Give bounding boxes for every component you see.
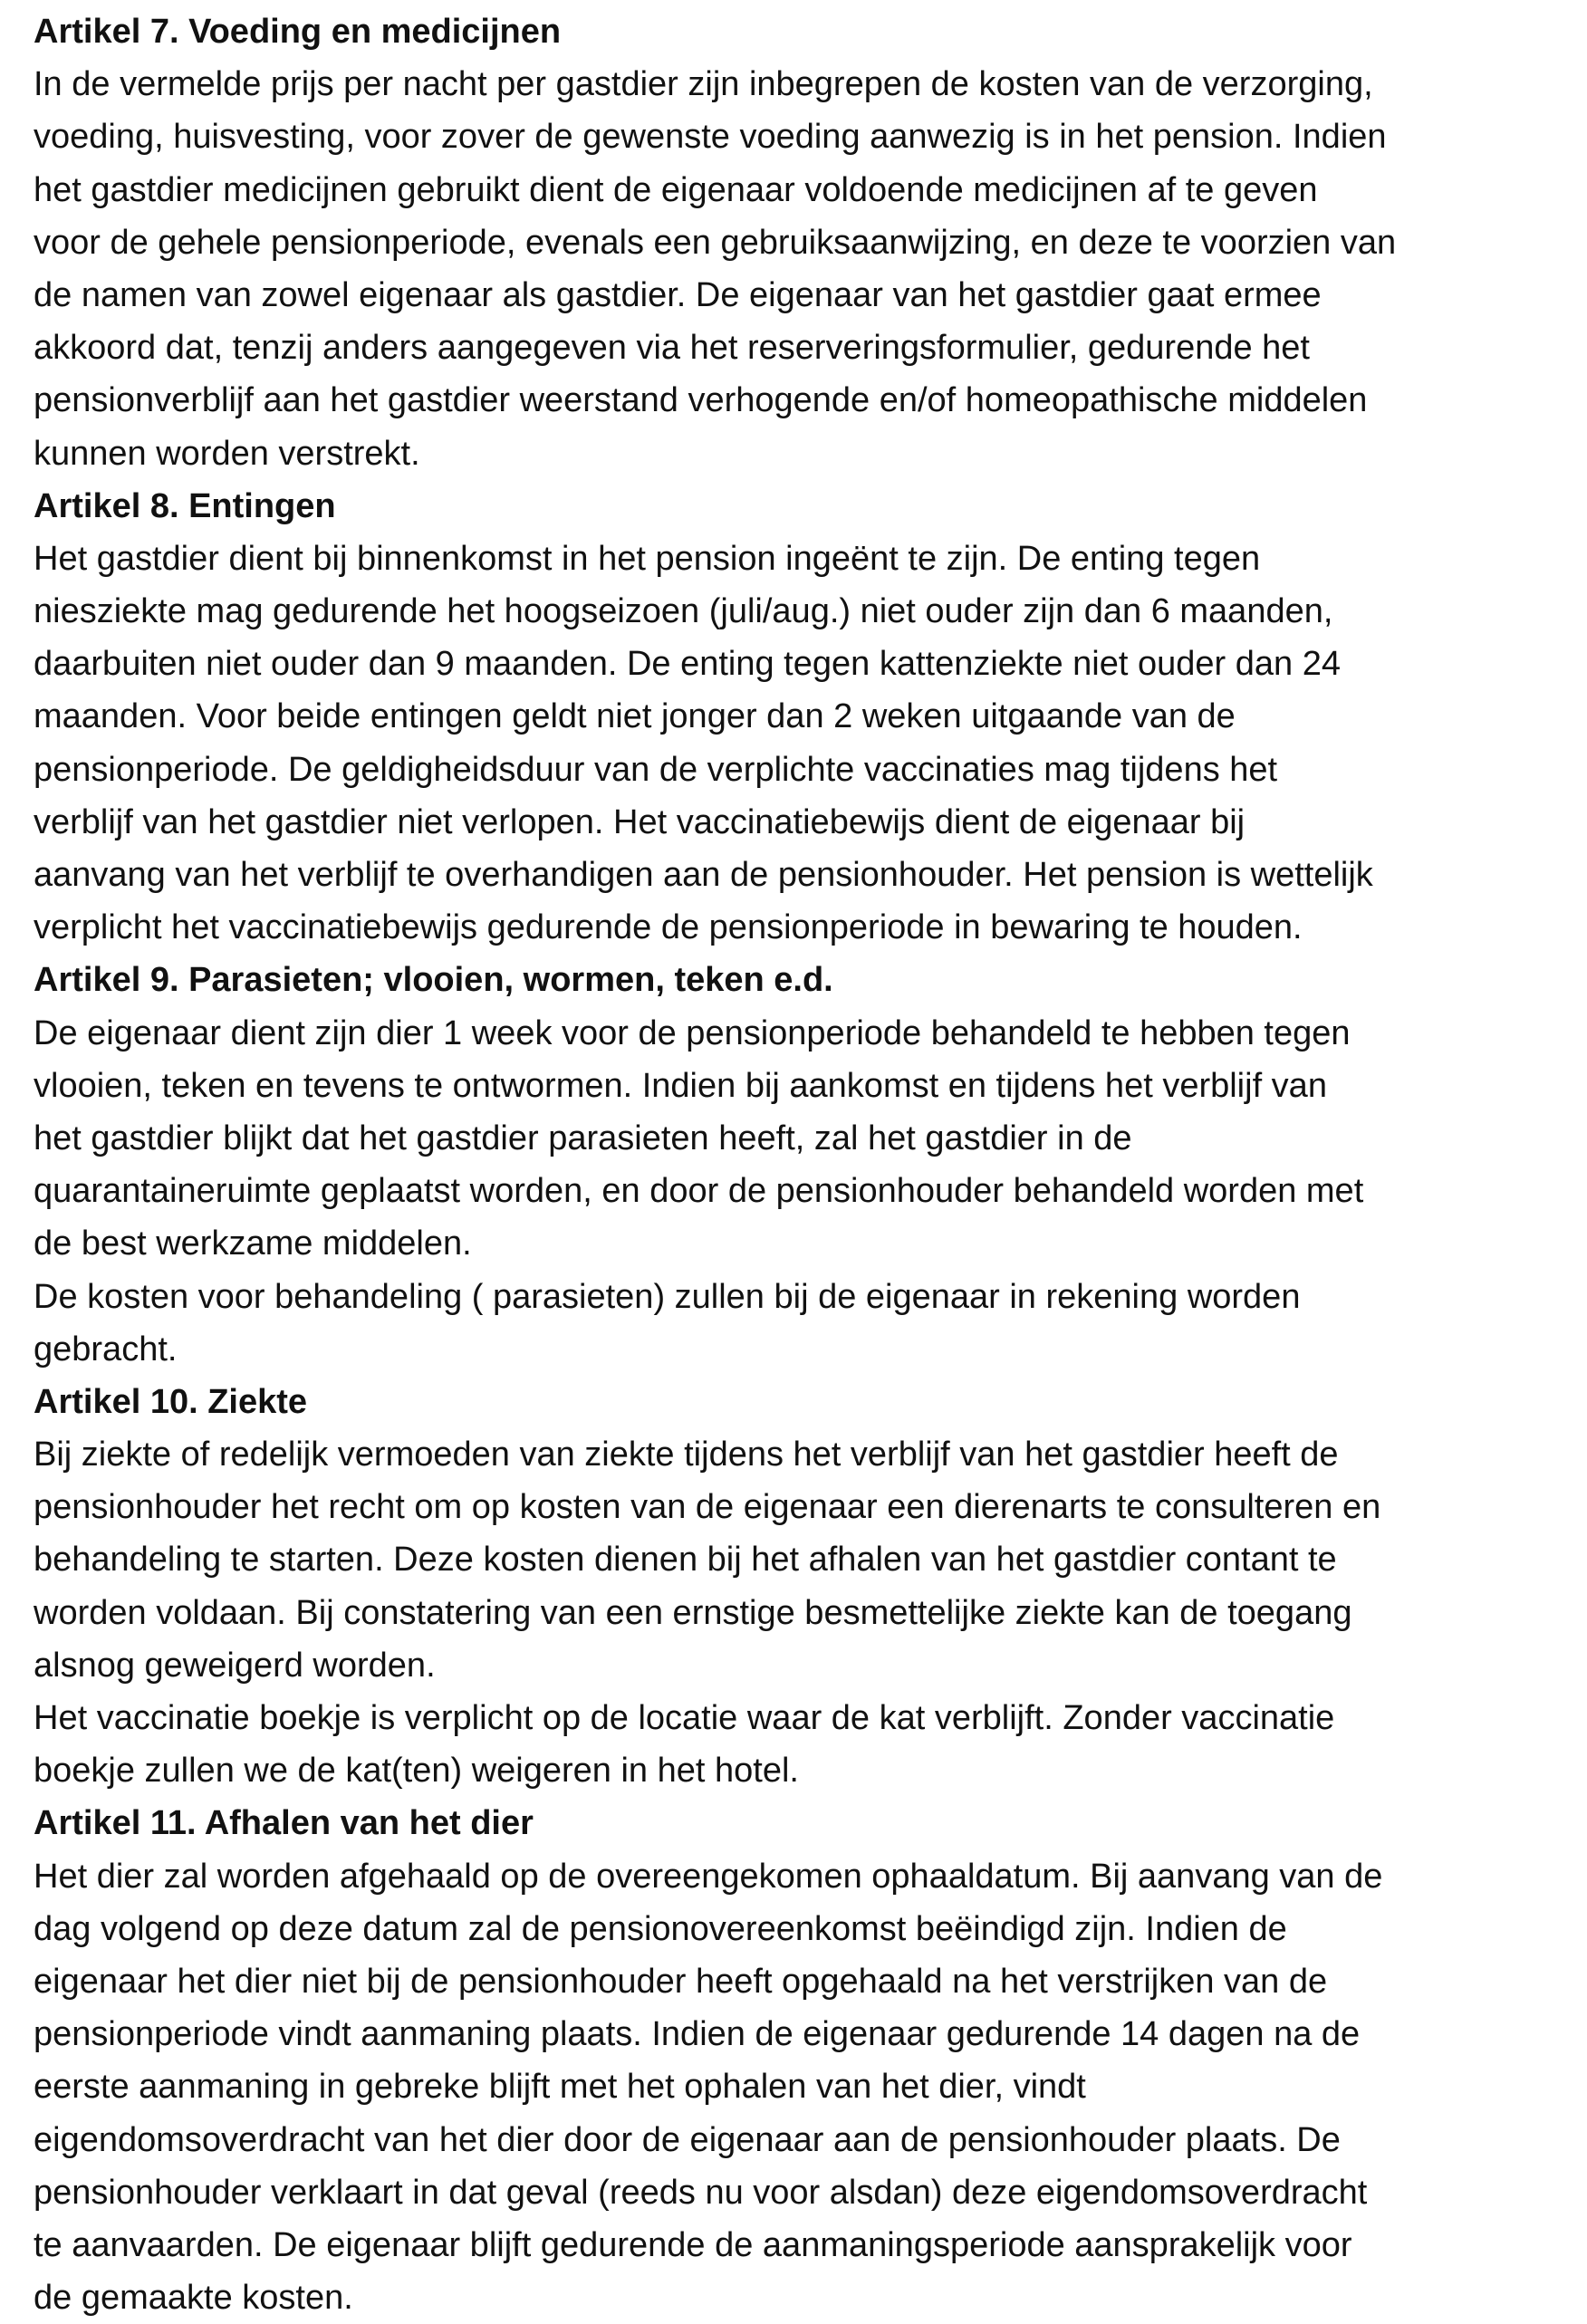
article-heading: Artikel 11. Afhalen van het dier: [34, 1804, 534, 1843]
article-text-line: het gastdier blijkt dat het gastdier parasieten heeft, zal het gastdier in de: [34, 1119, 1132, 1157]
article-heading: Artikel 10. Ziekte: [34, 1382, 308, 1421]
article-text-line: De kosten voor behandeling ( parasieten) zullen bij de eigenaar in rekening worden: [34, 1277, 1301, 1316]
article-text-line: Bij ziekte of redelijk vermoeden van ziekte tijdens het verblijf van het gastdier heeft de: [34, 1436, 1339, 1474]
article-text-line: gebracht.: [34, 1330, 178, 1368]
article-text-line: eigendomsoverdracht van het dier door de eigenaar aan de pensionhouder plaats. De: [34, 2120, 1341, 2159]
article-text-line: verplicht het vaccinatiebewijs gedurende de pensionperiode in bewaring te houden.: [34, 908, 1303, 947]
article-text-line: pensionhouder verklaart in dat geval (reeds nu voor alsdan) deze eigendomsoverdracht: [34, 2173, 1368, 2212]
article-text-line: Het vaccinatie boekje is verplicht op de locatie waar de kat verblijft. Zonder vaccinatie: [34, 1699, 1335, 1737]
article-text-line: De eigenaar dient zijn dier 1 week voor de pensionperiode behandeld te hebben tegen: [34, 1013, 1351, 1052]
article-text-line: voeding, huisvesting, voor zover de gewenste voeding aanwezig is in het pension. Indien: [34, 118, 1387, 157]
article-text-line: worden voldaan. Bij constatering van een ernstige besmettelijke ziekte kan de toegang: [34, 1593, 1352, 1632]
article-text-line: Het dier zal worden afgehaald op de overeengekomen ophaaldatum. Bij aanvang van de: [34, 1857, 1383, 1896]
article-text-line: eigenaar het dier niet bij de pensionhouder heeft opgehaald na het verstrijken van de: [34, 1962, 1328, 2001]
article-text-line: kunnen worden verstrekt.: [34, 434, 420, 473]
article-text-line: dag volgend op deze datum zal de pensionovereenkomst beëindigd zijn. Indien de: [34, 1909, 1287, 1948]
article-text-line: akkoord dat, tenzij anders aangegeven via het reserveringsformulier, gedurende het: [34, 329, 1310, 368]
article-text-line: daarbuiten niet ouder dan 9 maanden. De enting tegen kattenziekte niet ouder dan 24: [34, 645, 1341, 684]
article-text-line: pensionperiode vindt aanmaning plaats. Indien de eigenaar gedurende 14 dagen na de: [34, 2015, 1361, 2054]
article-text-line: vlooien, teken en tevens te ontwormen. Indien bij aankomst en tijdens het verblijf van: [34, 1066, 1327, 1105]
article-text-line: pensionverblijf aan het gastdier weerstand verhogende en/of homeopathische middelen: [34, 381, 1368, 420]
article-heading: Artikel 9. Parasieten; vlooien, wormen, teken e.d.: [34, 961, 833, 1000]
article-text-line: niesziekte mag gedurende het hoogseizoen (juli/aug.) niet ouder zijn dan 6 maanden,: [34, 592, 1333, 631]
article-text-line: alsnog geweigerd worden.: [34, 1646, 436, 1685]
article-text-line: de gemaakte kosten.: [34, 2279, 353, 2318]
article-text-line: quarantaineruimte geplaatst worden, en door de pensionhouder behandeld worden met: [34, 1172, 1364, 1211]
article-text-line: maanden. Voor beide entingen geldt niet jonger dan 2 weken uitgaande van de: [34, 697, 1236, 736]
article-text-line: behandeling te starten. Deze kosten dienen bij het afhalen van het gastdier contant te: [34, 1541, 1337, 1580]
article-text-line: aanvang van het verblijf te overhandigen aan de pensionhouder. Het pension is wettelijk: [34, 856, 1373, 894]
article-text-line: In de vermelde prijs per nacht per gastdier zijn inbegrepen de kosten van de verzorging,: [34, 65, 1373, 104]
article-text-line: Het gastdier dient bij binnenkomst in het pension ingeënt te zijn. De enting tegen: [34, 539, 1261, 578]
article-text-line: boekje zullen we de kat(ten) weigeren in het hotel.: [34, 1752, 799, 1791]
article-text-line: eerste aanmaning in gebreke blijft met het ophalen van het dier, vindt: [34, 2068, 1086, 2107]
article-text-line: te aanvaarden. De eigenaar blijft gedurende de aanmaningsperiode aansprakelijk voor: [34, 2225, 1352, 2264]
article-text-line: het gastdier medicijnen gebruikt dient de eigenaar voldoende medicijnen af te geven: [34, 170, 1318, 209]
article-text-line: de namen van zowel eigenaar als gastdier. De eigenaar van het gastdier gaat ermee: [34, 275, 1322, 314]
article-text-line: verblijf van het gastdier niet verlopen. Het vaccinatiebewijs dient de eigenaar bij: [34, 802, 1246, 841]
article-text-line: de best werkzame middelen.: [34, 1224, 472, 1263]
document-body: [34, 5, 1573, 2324]
article-text-line: voor de gehele pensionperiode, evenals een gebruiksaanwijzing, en deze te voorzien van: [34, 223, 1397, 262]
article-heading: Artikel 8. Entingen: [34, 486, 336, 525]
article-heading: Artikel 7. Voeding en medicijnen: [34, 13, 562, 51]
article-text-line: pensionhouder het recht om op kosten van de eigenaar een dierenarts te consulteren en: [34, 1488, 1381, 1527]
article-text-line: pensionperiode. De geldigheidsduur van de verplichte vaccinaties mag tijdens het: [34, 750, 1278, 789]
